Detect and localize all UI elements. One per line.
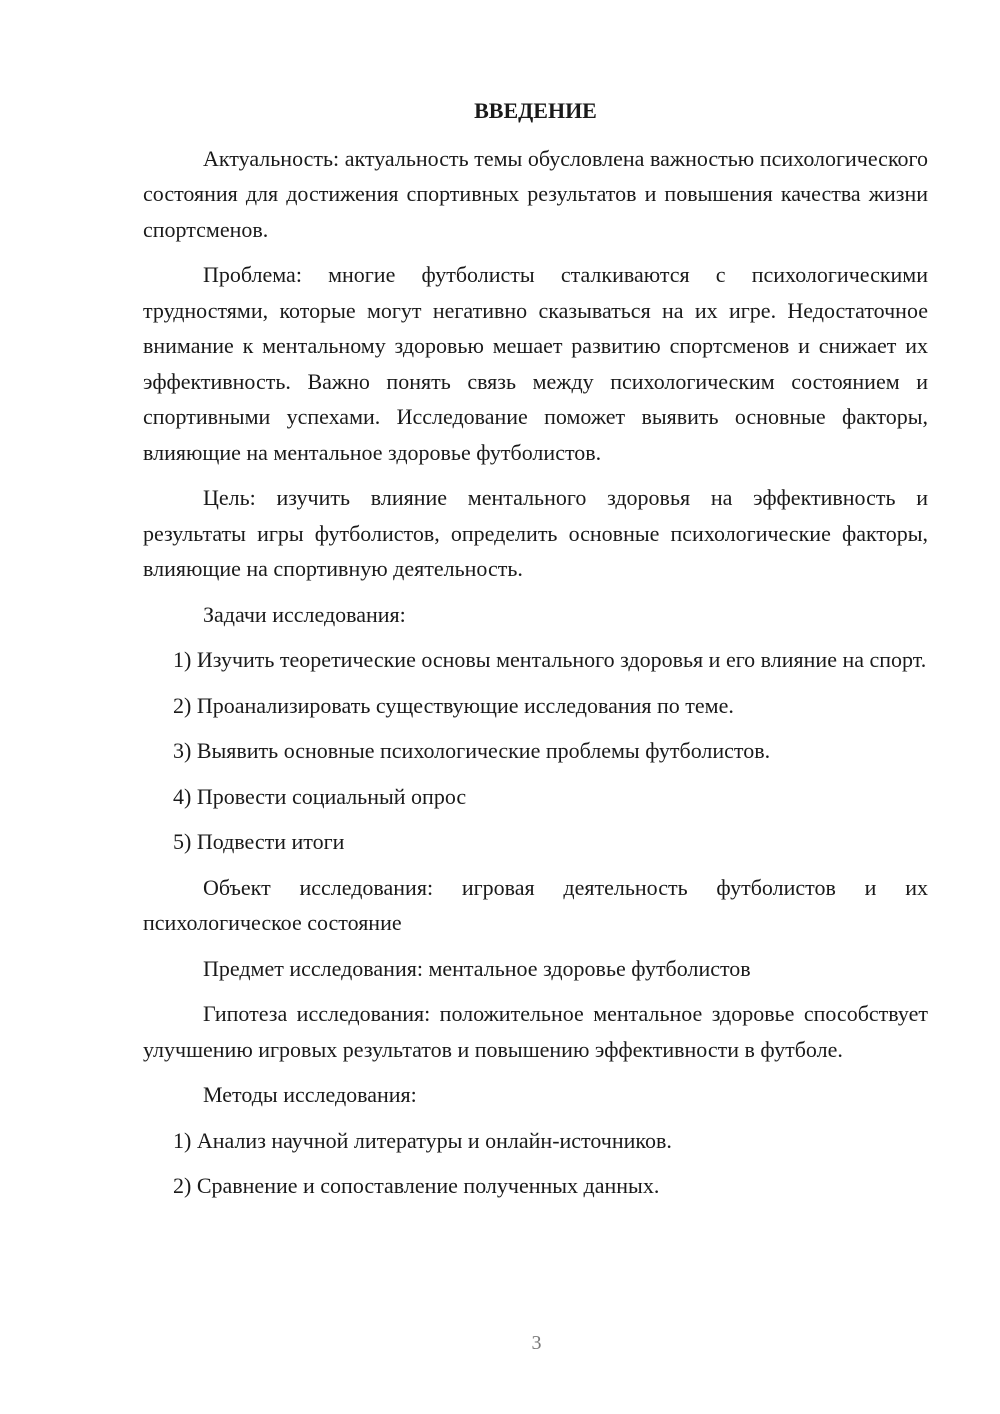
task-item-5: 5) Подвести итоги [173, 829, 345, 854]
task-item-2: 2) Проанализировать существующие исследования по теме. [173, 692, 734, 718]
problem-paragraph: Проблема: многие футболисты сталкиваются с психологическими трудностями, которые могут негативно сказываться на их игре. Недостаточное внимание к ментальному здоровью мешает развитию спортсменов и снижает их эффективность. Важно понять связь между психологическим состоянием и спортивными успехами. Исследование поможет выявить основные факторы, влияющие на ментальное здоровье футболистов. [143, 262, 928, 465]
page-content [143, 93, 928, 1214]
relevance-paragraph: Актуальность: актуальность темы обусловлена важностью психологического состояния для достижения спортивных результатов и повышения качества жизни спортсменов. [143, 145, 928, 242]
section-heading: ВВЕДЕНИЕ [474, 98, 597, 123]
method-item-2: 2) Сравнение и сопоставление полученных данных. [173, 1173, 660, 1198]
method-item-1: 1) Анализ научной литературы и онлайн-источников. [173, 1127, 672, 1153]
page-number: 3 [531, 1332, 542, 1354]
goal-paragraph: Цель: изучить влияние ментального здоровья на эффективность и результаты игры футболистов, определить основные психологические факторы, влияющие на спортивную деятельность. [143, 485, 928, 581]
hypothesis-paragraph: Гипотеза исследования: положительное ментальное здоровье способствует улучшению игровых результатов и повышению эффективности в футболе. [143, 1001, 928, 1062]
tasks-title: Задачи исследования: [203, 601, 406, 627]
methods-title: Методы исследования: [203, 1082, 417, 1107]
subject-paragraph: Предмет исследования: ментальное здоровье футболистов [203, 955, 751, 981]
task-item-1: 1) Изучить теоретические основы ментального здоровья и его влияние на спорт. [173, 647, 927, 672]
object-paragraph: Объект исследования: игровая деятельность футболистов и их психологическое состояние [143, 874, 928, 935]
task-item-3: 3) Выявить основные психологические проблемы футболистов. [173, 738, 771, 763]
task-item-4: 4) Провести социальный опрос [173, 783, 467, 809]
